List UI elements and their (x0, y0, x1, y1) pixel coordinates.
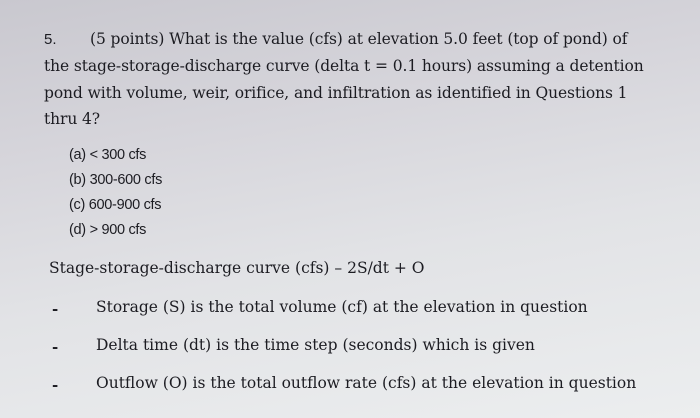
definition-outflow: Outflow (O) is the total outflow rate (cfs) at the elevation in question (96, 374, 637, 392)
bullet-dash-2: - (52, 338, 59, 356)
choice-c-text: 600-900 cfs (88, 197, 162, 213)
question-number: 5. (44, 31, 57, 48)
bullet-dash-3: - (52, 376, 59, 394)
choice-b-label: (b) (69, 172, 86, 188)
question-line-3: pond with volume, weir, orifice, and infiltration as identified in Questions 1 (44, 84, 628, 102)
formula-line: Stage-storage-discharge curve (cfs) – 2S/dt + O (49, 259, 425, 277)
choice-b-text: 300-600 cfs (89, 172, 163, 188)
choice-d-text: > 900 cfs (89, 222, 147, 238)
question-line-1: (5 points) What is the value (cfs) at elevation 5.0 feet (top of pond) of (90, 30, 628, 48)
choice-a-label: (a) (69, 147, 86, 163)
definition-delta-time: Delta time (dt) is the time step (seconds) which is given (96, 336, 535, 354)
choice-c-label: (c) (69, 197, 86, 213)
choice-d-label: (d) (69, 222, 86, 238)
choice-a-text: < 300 cfs (89, 147, 147, 163)
question-line-2: the stage-storage-discharge curve (delta t = 0.1 hours) assuming a detention (44, 57, 644, 75)
question-line-4: thru 4? (44, 110, 101, 128)
choice-b (69, 172, 162, 188)
bullet-dash-1: - (52, 300, 59, 318)
choice-a (69, 147, 146, 163)
definition-storage: Storage (S) is the total volume (cf) at the elevation in question (96, 298, 588, 316)
choice-d (69, 222, 146, 238)
choice-c (69, 197, 161, 213)
